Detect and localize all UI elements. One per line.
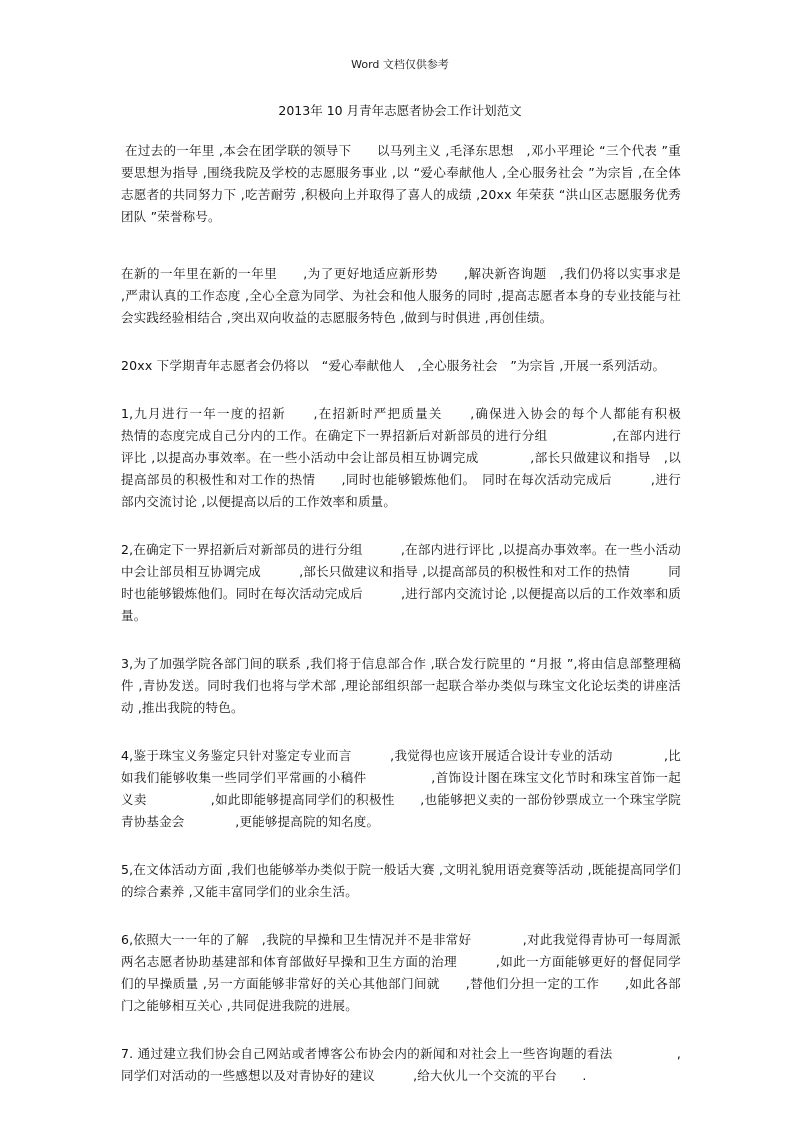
paragraph-item-6: 6,依照大一一年的了解 ,我院的早操和卫生情况并不是非常好 ,对此我觉得青协可一每周派两名志愿者协助基建部和体育部做好早操和卫生方面的治理 ,如此一方面能够更好的督促同学们的早操质量 ,另一方面能够非常好的关心其他部门间就 ,替他们分担一定的工作 ,如此各部门之能够相互关心 ,共同促进我院的进展。 — [121, 932, 681, 1013]
paragraph-intro: 在过去的一年里 ,本会在团学联的领导下 以马列主义 ,毛泽东思想 ,邓小平理论 “三个代表 ”重要思想为指导 ,围绕我院及学校的志愿服务事业 ,以 “爱心奉献他人 ,全心服务社会 ”为宗旨 ,在全体志愿者的共同努力下 ,吃苦耐劳 ,积极向上并取得了喜人的成绩 ,20xx 年荣获 “洪山区志愿服务优秀团队 ”荣誉称号。 — [121, 143, 681, 224]
paragraph-item-2: 2,在确定下一界招新后对新部员的进行分组 ,在部内进行评比 ,以提高办事效率。在一些小活动中会让部员相互协调完成 ,部长只做建议和指导 ,以提高部员的积极性和对工作的热情 同时也能够锻炼他们。同时在每次活动完成后 ,进行部内交流讨论 ,以便提高以后的工作效率和质量。 — [121, 542, 681, 623]
paragraph-item-1: 1,九月进行一年一度的招新 ,在招新时严把质量关 ,确保进入协会的每个人都能有积极 热情的态度完成自己分内的工作。在确定下一界招新后对新部员的进行分组 ,在部内进行评比 ,以提高办事效率。在一些小活动中会让部员相互协调完成 ,部长只做建议和指导 ,以提高部员的积极性和对工作的热情 ,同时也能够锻炼他们。 同时在每次活动完成后 ,进行部内交流讨论 ,以便提高以后的工作效率和质量。 — [121, 406, 720, 509]
paragraph-semester: 20xx 下学期青年志愿者会仍将以 “爱心奉献他人 ,全心服务社会 ”为宗旨 ,开展一系列活动。 — [121, 358, 666, 373]
document-body — [121, 140, 720, 1087]
paragraph-new-year: 在新的一年里在新的一年里 ,为了更好地适应新形势 ,解决新咨询题 ,我们仍将以实事求是 ,严肃认真的工作态度 ,全心全意为同学、为社会和他人服务的同时 ,提高志愿者本身的专业技能与社会实践经验相结合 ,突出双向收益的志愿服务特色 ,做到与时俱进 ,再创佳绩。 — [121, 266, 707, 325]
paragraph-item-3: 3,为了加强学院各部门间的联系 ,我们将于信息部合作 ,联合发行院里的 “月报 ”,将由信息部整理稿件 ,青协发送。同时我们也将与学术部 ,理论部组织部一起联合举办类似与珠宝文化论坛类的讲座活动 ,推出我院的特色。 — [121, 656, 681, 715]
paragraph-item-5: 5,在文体活动方面 ,我们也能够举办类似于院一般话大赛 ,文明礼貌用语竞赛等活动 ,既能提高同学们的综合素养 ,又能丰富同学们的业余生活。 — [121, 862, 681, 899]
paragraph-item-4: 4,鉴于珠宝义务鉴定只针对鉴定专业而言 ,我觉得也应该开展适合设计专业的活动 ,比如我们能够收集一些同学们平常画的小稿件 ,首饰设计图在珠宝文化节时和珠宝首饰一起义卖 ,如此即能够提高同学们的积极性 ,也能够把义卖的一部份钞票成立一个珠宝学院青协基金会 ,更能够提高院的知名度。 — [121, 748, 681, 829]
paragraph-item-7: 7. 通过建立我们协会自己网站或者博客公布协会内的新闻和对社会上一些咨询题的看法 ,同学们对活动的一些感想以及对青协好的建议 ,给大伙儿一个交流的平台 . — [121, 1046, 681, 1083]
header-note: Word 文档仅供参考 — [351, 58, 449, 71]
document-title: 2013年 10 月青年志愿者协会工作计划范文 — [278, 103, 522, 118]
